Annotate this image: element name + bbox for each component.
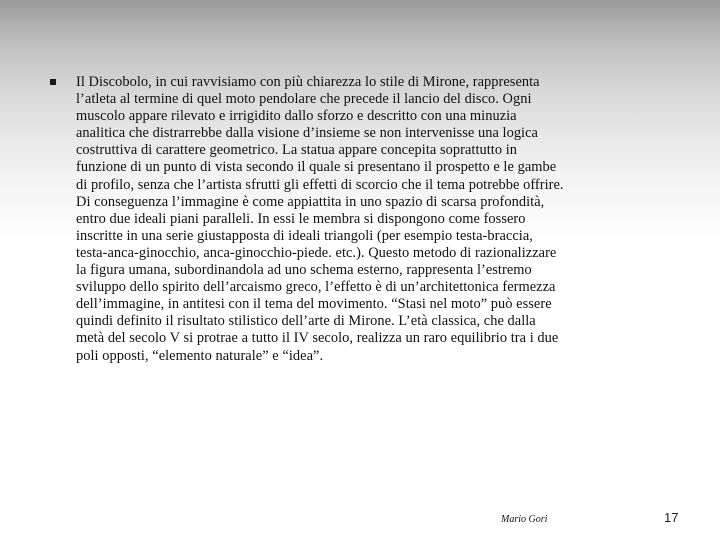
footer-author: Mario Gori — [501, 514, 548, 525]
paragraph-line: poli opposti, “elemento naturale” e “idea”. — [76, 347, 324, 364]
paragraph-line: dell’immagine, in antitesi con il tema del movimento. “Stasi nel moto” può essere — [76, 296, 552, 313]
paragraph-line: Di conseguenza l’immagine è come appiattita in uno spazio di scarsa profondità, — [76, 193, 545, 210]
paragraph-line: di profilo, senza che l’artista sfrutti gli effetti di scorcio che il tema potrebbe offrire. — [76, 176, 564, 193]
paragraph-line: sviluppo dello spirito dell’arcaismo greco, l’effetto è di un’architettonica fermezza — [76, 279, 556, 296]
bullet-item — [50, 74, 690, 365]
paragraph-line: testa-anca-ginocchio, anca-ginocchio-piede. etc.). Questo metodo di razionalizzare — [76, 244, 557, 261]
paragraph-line: muscolo appare rilevato e irrigidito dallo sforzo e descritto con una minuzia — [76, 108, 517, 125]
slide-content — [50, 74, 690, 365]
paragraph-line: entro due ideali piani paralleli. In essi le membra si dispongono come fossero — [76, 210, 526, 227]
paragraph-line: l’atleta al termine di quel moto pendolare che precede il lancio del disco. Ogni — [76, 91, 532, 108]
paragraph-line: inscritte in una serie giustapposta di ideali triangoli (per esempio testa-braccia, — [76, 227, 533, 244]
paragraph-line: la figura umana, subordinandola ad uno schema esterno, rappresenta l’estremo — [76, 262, 532, 279]
paragraph-line: Il Discobolo, in cui ravvisiamo con più chiarezza lo stile di Mirone, rappresenta — [76, 74, 540, 90]
square-bullet-icon — [50, 79, 56, 85]
paragraph-line: metà del secolo V si protrae a tutto il IV secolo, realizza un raro equilibrio tra i due — [76, 330, 559, 347]
paragraph-line: quindi definito il risultato stilistico dell’arte di Mirone. L’età classica, che dalla — [76, 313, 536, 330]
page-number: 17 — [664, 510, 679, 525]
body-paragraph — [76, 74, 686, 365]
paragraph-line: analitica che distrarrebbe dalla visione d’insieme se non intervenisse una logica — [76, 125, 538, 142]
paragraph-line: funzione di un punto di vista secondo il quale si presentano il prospetto e le gambe — [76, 159, 557, 176]
paragraph-line: costruttiva di carattere geometrico. La statua appare concepita soprattutto in — [76, 142, 518, 159]
